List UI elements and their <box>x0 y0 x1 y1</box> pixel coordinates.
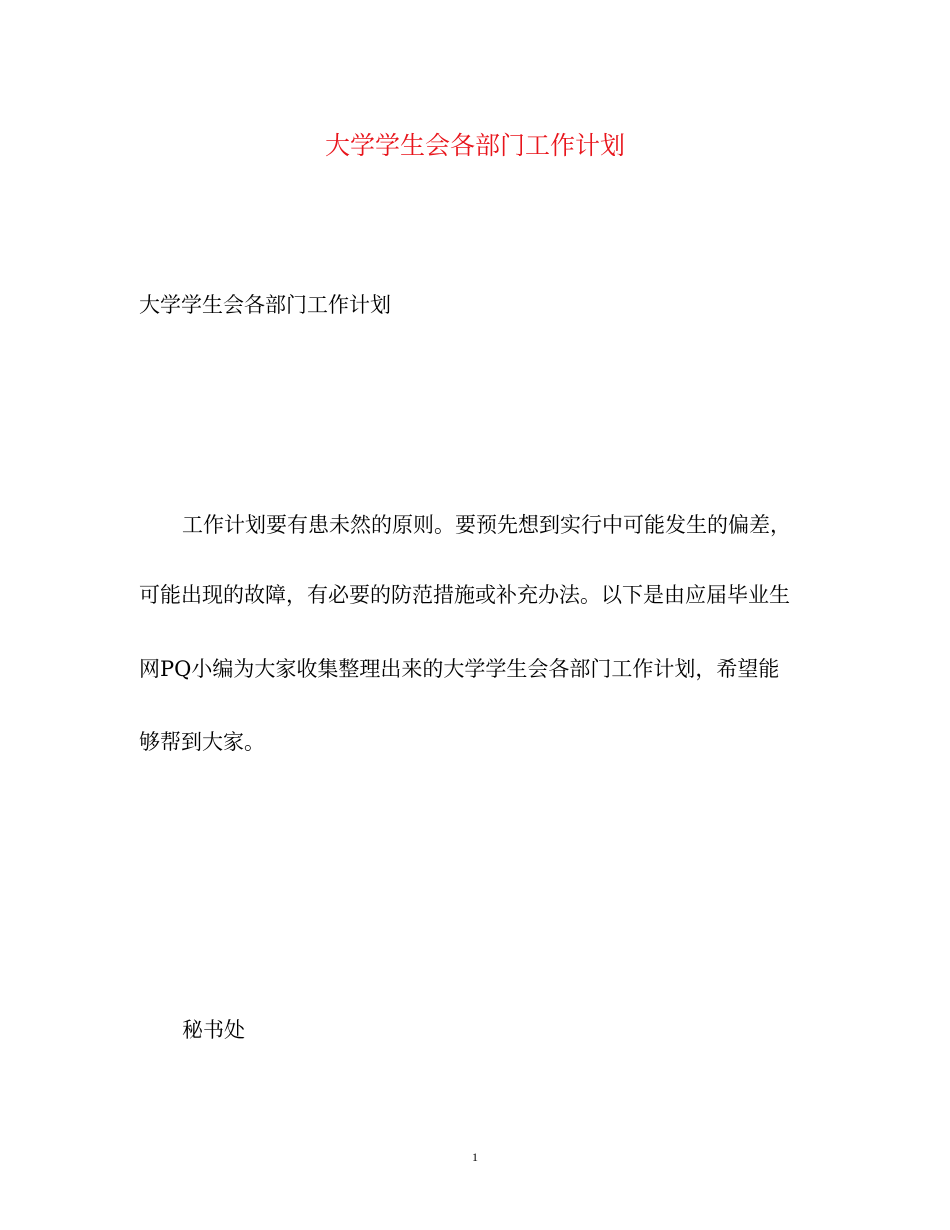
document-subtitle: 大学学生会各部门工作计划 <box>139 293 391 317</box>
paragraph-line: 工作计划要有患未然的原则。要预先想到实行中可能发生的偏差， <box>182 513 791 537</box>
paragraph-line: 可能出现的故障，有必要的防范措施或补充办法。以下是由应届毕业生 <box>139 583 790 607</box>
paragraph-line: 网PQ小编为大家收集整理出来的大学学生会各部门工作计划，希望能 <box>139 657 780 681</box>
page-number: 1 <box>472 1150 478 1164</box>
paragraph-line: 够帮到大家。 <box>139 730 265 754</box>
document-title: 大学学生会各部门工作计划 <box>324 131 625 160</box>
section-heading: 秘书处 <box>182 1018 245 1042</box>
